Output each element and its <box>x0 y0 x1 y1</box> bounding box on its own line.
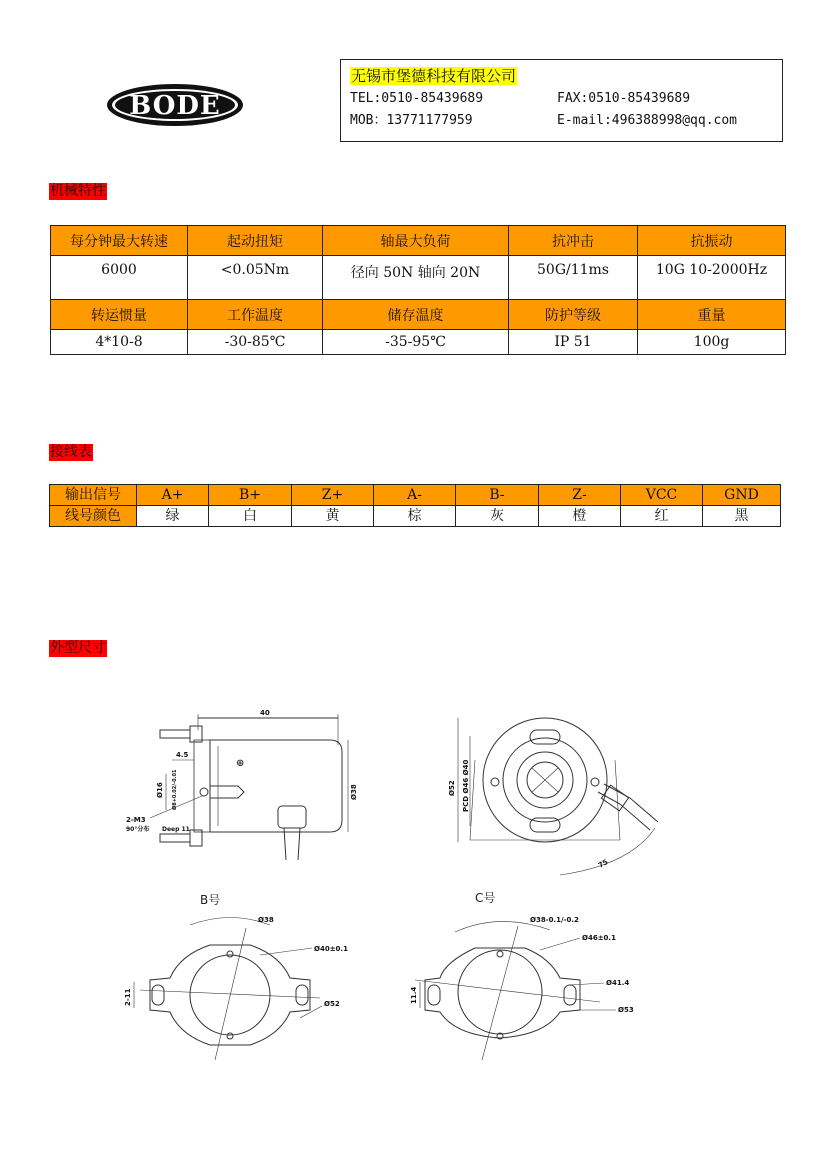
spec-header-row-1 <box>51 226 786 256</box>
wiring-color-cell: 黑 <box>703 506 781 527</box>
spec-value-cell: 6000 <box>51 256 188 300</box>
spec-value-cell: 100g <box>638 330 786 355</box>
dim-75: 75 <box>597 857 610 870</box>
wiring-signal-row <box>50 485 781 506</box>
company-info-box <box>340 59 783 142</box>
company-name: 无锡市堡德科技有限公司 <box>351 67 517 85</box>
spec-value-cell: -35-95℃ <box>323 330 509 355</box>
wiring-color-cell: 白 <box>209 506 292 527</box>
c-dim-41-4: Ø41.4 <box>606 979 630 987</box>
wiring-color-cell: 绿 <box>137 506 209 527</box>
company-tel: TEL:0510-85439689 <box>350 91 484 106</box>
c-dim-38: Ø38-0.1/-0.2 <box>530 916 579 924</box>
svg-text:⊕: ⊕ <box>236 758 245 769</box>
spec-header-cell: 储存温度 <box>323 300 509 330</box>
c-type-label: C号 <box>475 891 496 905</box>
b-flange-view <box>124 916 348 1060</box>
spec-value-cell: -30-85℃ <box>188 330 323 355</box>
wiring-signal-cell: GND <box>703 485 781 506</box>
spec-value-cell: IP 51 <box>509 330 638 355</box>
wiring-signal-cell: B+ <box>209 485 292 506</box>
b-dim-2-11: 2-11 <box>124 988 132 1006</box>
wiring-color-cell: 灰 <box>456 506 539 527</box>
section-mechanical-title: 机械特性 <box>50 183 106 199</box>
spec-header-cell: 轴最大负荷 <box>323 226 509 256</box>
spec-header-cell: 每分钟最大转速 <box>51 226 188 256</box>
spec-value-row-2 <box>51 330 786 355</box>
spec-header-cell: 起动扭矩 <box>188 226 323 256</box>
dimension-drawing <box>110 700 680 1060</box>
wiring-color-label: 线号颜色 <box>50 506 137 527</box>
wiring-signal-cell: A- <box>374 485 456 506</box>
spec-value-cell: 径向 50N 轴向 20N <box>323 256 509 300</box>
section-dimensions-title: 外型尺寸 <box>50 640 106 656</box>
b-dim-38: Ø38 <box>258 916 274 924</box>
spec-value-cell: 50G/11ms <box>509 256 638 300</box>
wiring-signal-cell: Z- <box>539 485 621 506</box>
wiring-color-row <box>50 506 781 527</box>
spec-header-cell: 抗冲击 <box>509 226 638 256</box>
wiring-color-cell: 橙 <box>539 506 621 527</box>
c-flange-view <box>410 916 634 1060</box>
wiring-signal-label: 输出信号 <box>50 485 137 506</box>
dim-4-5: 4.5 <box>176 751 189 759</box>
dim-40: 40 <box>260 709 270 717</box>
dim-m3: 2-M3 <box>126 816 146 824</box>
spec-header-cell: 重量 <box>638 300 786 330</box>
wiring-signal-cell: B- <box>456 485 539 506</box>
company-email: E-mail:496388998@qq.com <box>557 113 738 128</box>
spec-header-row-2 <box>51 300 786 330</box>
dim-depth: Deep 11 <box>162 826 190 833</box>
spec-value-cell: 4*10-8 <box>51 330 188 355</box>
company-fax: FAX:0510-85439689 <box>557 91 691 106</box>
spec-value-cell: 10G 10-2000Hz <box>638 256 786 300</box>
bode-logo <box>106 83 244 127</box>
dim-pcd: PCD Ø46 Ø40 <box>462 759 470 812</box>
wiring-color-cell: 棕 <box>374 506 456 527</box>
wiring-color-cell: 黄 <box>292 506 374 527</box>
dim-16: Ø16 <box>156 782 164 798</box>
spec-header-cell: 防护等级 <box>509 300 638 330</box>
spec-value-row-1 <box>51 256 786 300</box>
spec-table <box>50 225 786 355</box>
wiring-color-cell: 红 <box>621 506 703 527</box>
b-dim-40: Ø40±0.1 <box>314 945 348 953</box>
front-view <box>448 718 658 875</box>
dim-shaft: Ø8+0.02/-0.01 <box>172 769 178 810</box>
company-mobile: MOB：13771177959 <box>350 113 473 128</box>
b-type-label: B号 <box>200 893 221 907</box>
wiring-signal-cell: VCC <box>621 485 703 506</box>
dim-38-side: Ø38 <box>350 784 358 800</box>
wiring-signal-cell: A+ <box>137 485 209 506</box>
b-dim-52: Ø52 <box>324 1000 340 1008</box>
spec-header-cell: 工作温度 <box>188 300 323 330</box>
section-wiring-title: 接线表 <box>50 444 92 460</box>
spec-header-cell: 抗振动 <box>638 226 786 256</box>
wiring-table <box>49 484 781 527</box>
logo-text: BODE <box>129 91 221 121</box>
c-dim-46: Ø46±0.1 <box>582 934 616 942</box>
dim-52-c: Ø52 <box>448 780 456 796</box>
c-dim-53: Ø53 <box>618 1006 634 1014</box>
dim-m3-note: 90°分布 <box>126 826 150 833</box>
spec-header-cell: 转运惯量 <box>51 300 188 330</box>
c-dim-11-4: 11.4 <box>410 986 418 1004</box>
side-view <box>126 709 358 860</box>
spec-value-cell: <0.05Nm <box>188 256 323 300</box>
wiring-signal-cell: Z+ <box>292 485 374 506</box>
